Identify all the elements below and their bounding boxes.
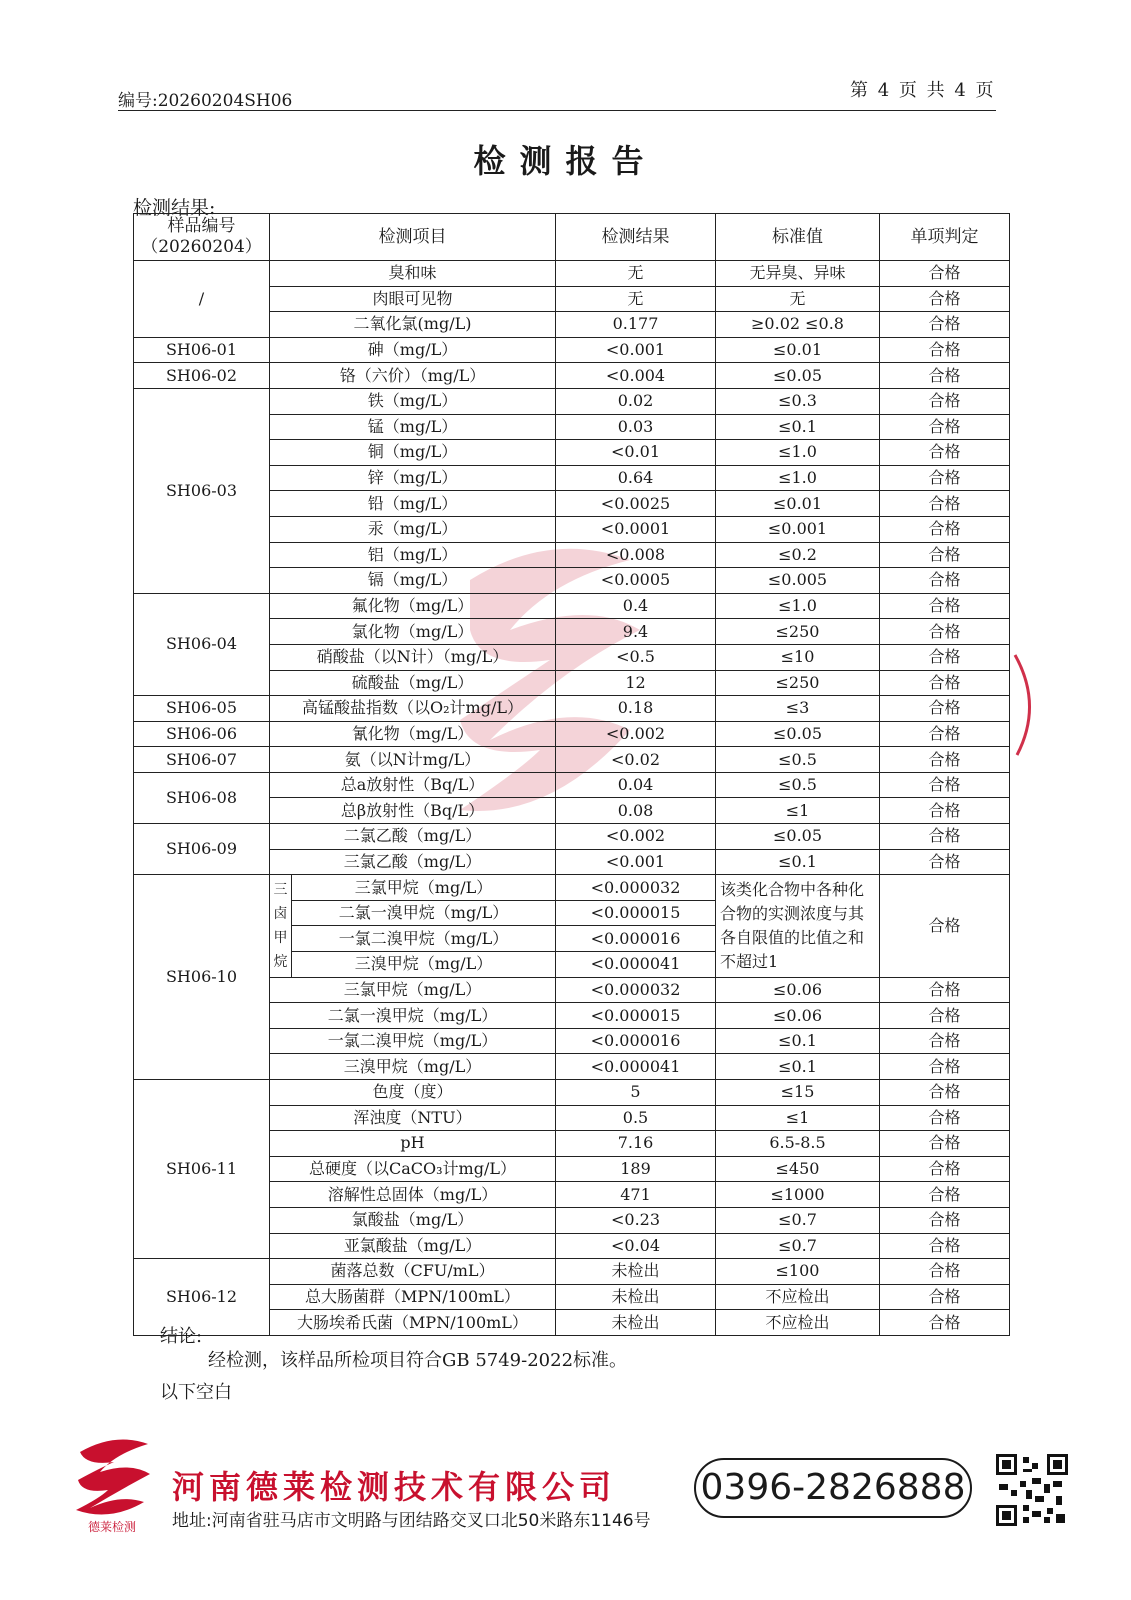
group-label-cell: 三 卤 甲 烷 bbox=[270, 875, 292, 977]
sample-id-cell: SH06-07 bbox=[134, 747, 270, 773]
item-cell: 浑浊度（NTU） bbox=[270, 1105, 556, 1131]
judgement-cell: 合格 bbox=[880, 1284, 1010, 1310]
table-row bbox=[134, 261, 1010, 287]
sample-id-cell: SH06-02 bbox=[134, 363, 270, 389]
result-cell: <0.000016 bbox=[556, 926, 716, 952]
result-cell: <0.008 bbox=[556, 542, 716, 568]
header-result: 检测结果 bbox=[556, 214, 716, 261]
result-cell: 0.64 bbox=[556, 465, 716, 491]
standard-cell: ≤1.0 bbox=[716, 465, 880, 491]
item-cell: 汞（mg/L） bbox=[270, 516, 556, 542]
table-row bbox=[134, 337, 1010, 363]
result-cell: 471 bbox=[556, 1182, 716, 1208]
standard-cell: ≤0.01 bbox=[716, 491, 880, 517]
result-cell: 9.4 bbox=[556, 619, 716, 645]
result-cell: <0.23 bbox=[556, 1207, 716, 1233]
item-cell: 镉（mg/L） bbox=[270, 568, 556, 594]
judgement-cell: 合格 bbox=[880, 465, 1010, 491]
item-cell: 总硬度（以CaCO₃计mg/L） bbox=[270, 1156, 556, 1182]
result-cell: 5 bbox=[556, 1080, 716, 1106]
standard-cell: ≤0.005 bbox=[716, 568, 880, 594]
result-cell: <0.002 bbox=[556, 721, 716, 747]
item-cell: 菌落总数（CFU/mL） bbox=[270, 1259, 556, 1285]
item-cell: 三氯乙酸（mg/L） bbox=[270, 849, 556, 875]
item-cell: 二氧化氯(mg/L) bbox=[270, 312, 556, 338]
result-cell: 0.03 bbox=[556, 414, 716, 440]
judgement-cell: 合格 bbox=[880, 1182, 1010, 1208]
result-cell: 12 bbox=[556, 670, 716, 696]
table-row bbox=[134, 721, 1010, 747]
item-cell: 二氯一溴甲烷（mg/L） bbox=[270, 1003, 556, 1029]
judgement-cell: 合格 bbox=[880, 977, 1010, 1003]
item-cell: 三溴甲烷（mg/L） bbox=[292, 952, 556, 978]
page-info: 第 4 页 共 4 页 bbox=[850, 80, 996, 101]
company-name: 河南德莱检测技术有限公司 bbox=[172, 1468, 617, 1506]
standard-cell: ≤3 bbox=[716, 696, 880, 722]
judgement-cell: 合格 bbox=[880, 696, 1010, 722]
standard-cell: ≤1000 bbox=[716, 1182, 880, 1208]
result-cell: <0.001 bbox=[556, 849, 716, 875]
results-label: 检测结果: bbox=[133, 197, 216, 219]
table-row bbox=[134, 1259, 1010, 1285]
result-cell: 0.02 bbox=[556, 388, 716, 414]
standard-cell: ≤450 bbox=[716, 1156, 880, 1182]
standard-cell: ≤0.06 bbox=[716, 1003, 880, 1029]
sample-id-cell: SH06-11 bbox=[134, 1080, 270, 1259]
header-divider bbox=[118, 110, 996, 111]
standard-cell: ≤0.05 bbox=[716, 721, 880, 747]
judgement-cell: 合格 bbox=[880, 388, 1010, 414]
result-cell: 无 bbox=[556, 261, 716, 287]
standard-cell: ≤0.5 bbox=[716, 772, 880, 798]
standard-cell: ≤0.1 bbox=[716, 1028, 880, 1054]
result-cell: <0.01 bbox=[556, 440, 716, 466]
stamp-edge-icon bbox=[1005, 650, 1045, 760]
result-cell: <0.0001 bbox=[556, 516, 716, 542]
judgement-cell: 合格 bbox=[880, 414, 1010, 440]
table-row bbox=[134, 363, 1010, 389]
judgement-cell: 合格 bbox=[880, 824, 1010, 850]
qr-code-icon bbox=[996, 1454, 1068, 1526]
standard-cell: ≤250 bbox=[716, 619, 880, 645]
standard-cell: ≤0.01 bbox=[716, 337, 880, 363]
header-judgement: 单项判定 bbox=[880, 214, 1010, 261]
company-address: 地址:河南省驻马店市文明路与团结路交叉口北50米路东1146号 bbox=[172, 1511, 651, 1531]
table-row bbox=[134, 772, 1010, 798]
item-cell: 三氯甲烷（mg/L） bbox=[270, 977, 556, 1003]
item-cell: 铁（mg/L） bbox=[270, 388, 556, 414]
item-cell: 一氯二溴甲烷（mg/L） bbox=[270, 1028, 556, 1054]
item-cell: 大肠埃希氏菌（MPN/100mL） bbox=[270, 1310, 556, 1336]
result-cell: <0.004 bbox=[556, 363, 716, 389]
judgement-cell: 合格 bbox=[880, 670, 1010, 696]
standard-cell: ≤0.2 bbox=[716, 542, 880, 568]
judgement-cell: 合格 bbox=[880, 1003, 1010, 1029]
judgement-cell: 合格 bbox=[880, 1105, 1010, 1131]
sample-id-cell: SH06-06 bbox=[134, 721, 270, 747]
standard-cell: ≤1 bbox=[716, 1105, 880, 1131]
logo-caption: 德莱检测 bbox=[87, 1520, 136, 1534]
judgement-cell: 合格 bbox=[880, 772, 1010, 798]
standard-cell: ≥0.02 ≤0.8 bbox=[716, 312, 880, 338]
item-cell: 氯酸盐（mg/L） bbox=[270, 1207, 556, 1233]
judgement-cell: 合格 bbox=[880, 440, 1010, 466]
item-cell: 总大肠菌群（MPN/100mL） bbox=[270, 1284, 556, 1310]
result-cell: <0.002 bbox=[556, 824, 716, 850]
item-cell: pH bbox=[270, 1131, 556, 1157]
result-cell: 0.177 bbox=[556, 312, 716, 338]
result-cell: <0.000032 bbox=[556, 875, 716, 901]
result-cell: 0.04 bbox=[556, 772, 716, 798]
item-cell: 二氯一溴甲烷（mg/L） bbox=[292, 900, 556, 926]
standard-cell: ≤0.1 bbox=[716, 1054, 880, 1080]
judgement-cell: 合格 bbox=[880, 568, 1010, 594]
item-cell: 砷（mg/L） bbox=[270, 337, 556, 363]
judgement-cell: 合格 bbox=[880, 337, 1010, 363]
standard-cell: 无 bbox=[716, 286, 880, 312]
standard-cell: 不应检出 bbox=[716, 1284, 880, 1310]
standard-cell: ≤10 bbox=[716, 644, 880, 670]
judgement-cell: 合格 bbox=[880, 312, 1010, 338]
item-cell: 氨（以N计mg/L） bbox=[270, 747, 556, 773]
standard-cell: ≤1.0 bbox=[716, 440, 880, 466]
standard-cell: 6.5-8.5 bbox=[716, 1131, 880, 1157]
result-cell: <0.000041 bbox=[556, 952, 716, 978]
result-cell: <0.0005 bbox=[556, 568, 716, 594]
judgement-cell: 合格 bbox=[880, 1054, 1010, 1080]
header-standard: 标准值 bbox=[716, 214, 880, 261]
standard-cell: ≤0.1 bbox=[716, 414, 880, 440]
sample-id-cell: SH06-01 bbox=[134, 337, 270, 363]
table-row bbox=[134, 388, 1010, 414]
result-cell: 0.08 bbox=[556, 798, 716, 824]
result-cell: <0.000016 bbox=[556, 1028, 716, 1054]
judgement-cell: 合格 bbox=[880, 849, 1010, 875]
judgement-cell: 合格 bbox=[880, 261, 1010, 287]
judgement-cell: 合格 bbox=[880, 644, 1010, 670]
table-row bbox=[134, 747, 1010, 773]
standard-cell: ≤0.1 bbox=[716, 849, 880, 875]
sample-id-cell: SH06-12 bbox=[134, 1259, 270, 1336]
item-cell: 亚氯酸盐（mg/L） bbox=[270, 1233, 556, 1259]
conclusion-label: 结论: bbox=[160, 1326, 203, 1347]
item-cell: 铬（六价）（mg/L） bbox=[270, 363, 556, 389]
judgement-cell: 合格 bbox=[880, 1233, 1010, 1259]
result-cell: 0.18 bbox=[556, 696, 716, 722]
result-cell: 未检出 bbox=[556, 1259, 716, 1285]
header-item: 检测项目 bbox=[270, 214, 556, 261]
item-cell: 肉眼可见物 bbox=[270, 286, 556, 312]
standard-cell: ≤100 bbox=[716, 1259, 880, 1285]
item-cell: 三溴甲烷（mg/L） bbox=[270, 1054, 556, 1080]
table-header-row bbox=[134, 214, 1010, 261]
judgement-cell: 合格 bbox=[880, 542, 1010, 568]
result-cell: <0.000015 bbox=[556, 1003, 716, 1029]
result-cell: <0.001 bbox=[556, 337, 716, 363]
item-cell: 氯化物（mg/L） bbox=[270, 619, 556, 645]
sample-id-cell: SH06-09 bbox=[134, 824, 270, 875]
judgement-cell: 合格 bbox=[880, 1080, 1010, 1106]
standard-cell: 无异臭、异味 bbox=[716, 261, 880, 287]
judgement-cell: 合格 bbox=[880, 1310, 1010, 1336]
judgement-cell: 合格 bbox=[880, 798, 1010, 824]
item-cell: 高锰酸盐指数（以O₂计mg/L） bbox=[270, 696, 556, 722]
judgement-cell: 合格 bbox=[880, 1028, 1010, 1054]
judgement-cell: 合格 bbox=[880, 593, 1010, 619]
standard-cell: ≤0.001 bbox=[716, 516, 880, 542]
standard-cell: ≤0.05 bbox=[716, 824, 880, 850]
judgement-cell: 合格 bbox=[880, 516, 1010, 542]
result-cell: 无 bbox=[556, 286, 716, 312]
result-cell: 未检出 bbox=[556, 1310, 716, 1336]
result-cell: 0.5 bbox=[556, 1105, 716, 1131]
judgement-cell: 合格 bbox=[880, 363, 1010, 389]
sample-id-cell: SH06-03 bbox=[134, 388, 270, 593]
company-logo-icon bbox=[70, 1432, 154, 1516]
company-phone: 0396-2826888 bbox=[694, 1458, 972, 1518]
standard-cell: ≤0.3 bbox=[716, 388, 880, 414]
judgement-cell: 合格 bbox=[880, 1131, 1010, 1157]
header-sample: 样品编号 （20260204） bbox=[134, 214, 270, 261]
table-row bbox=[134, 875, 1010, 901]
item-cell: 总a放射性（Bq/L） bbox=[270, 772, 556, 798]
table-row bbox=[134, 696, 1010, 722]
result-cell: <0.0025 bbox=[556, 491, 716, 517]
judgement-cell: 合格 bbox=[880, 1259, 1010, 1285]
item-cell: 三氯甲烷（mg/L） bbox=[292, 875, 556, 901]
standard-cell: ≤0.7 bbox=[716, 1233, 880, 1259]
standard-cell: ≤0.7 bbox=[716, 1207, 880, 1233]
standard-cell: ≤0.5 bbox=[716, 747, 880, 773]
report-title: 检测报告 bbox=[473, 142, 658, 180]
item-cell: 铜（mg/L） bbox=[270, 440, 556, 466]
sample-id-cell: SH06-10 bbox=[134, 875, 270, 1080]
judgement-cell: 合格 bbox=[880, 747, 1010, 773]
judgement-cell: 合格 bbox=[880, 491, 1010, 517]
item-cell: 臭和味 bbox=[270, 261, 556, 287]
standard-note-cell: 该类化合物中各种化合物的实测浓度与其各自限值的比值之和不超过1 bbox=[716, 875, 880, 977]
item-cell: 锌（mg/L） bbox=[270, 465, 556, 491]
sample-id-cell: / bbox=[134, 261, 270, 338]
standard-cell: ≤1 bbox=[716, 798, 880, 824]
item-cell: 总β放射性（Bq/L） bbox=[270, 798, 556, 824]
result-cell: 未检出 bbox=[556, 1284, 716, 1310]
conclusion-text: 经检测，该样品所检项目符合GB 5749-2022标准。 bbox=[208, 1350, 628, 1371]
result-cell: <0.5 bbox=[556, 644, 716, 670]
table-row bbox=[134, 824, 1010, 850]
standard-cell: ≤0.05 bbox=[716, 363, 880, 389]
report-number: 编号:20260204SH06 bbox=[118, 91, 293, 111]
result-cell: 7.16 bbox=[556, 1131, 716, 1157]
sample-id-cell: SH06-05 bbox=[134, 696, 270, 722]
item-cell: 色度（度） bbox=[270, 1080, 556, 1106]
item-cell: 铅（mg/L） bbox=[270, 491, 556, 517]
standard-cell: ≤1.0 bbox=[716, 593, 880, 619]
sample-id-cell: SH06-04 bbox=[134, 593, 270, 695]
result-cell: <0.02 bbox=[556, 747, 716, 773]
judgement-cell: 合格 bbox=[880, 875, 1010, 977]
item-cell: 氟化物（mg/L） bbox=[270, 593, 556, 619]
standard-cell: ≤250 bbox=[716, 670, 880, 696]
item-cell: 二氯乙酸（mg/L） bbox=[270, 824, 556, 850]
item-cell: 铝（mg/L） bbox=[270, 542, 556, 568]
item-cell: 硝酸盐（以N计）（mg/L） bbox=[270, 644, 556, 670]
judgement-cell: 合格 bbox=[880, 1156, 1010, 1182]
result-cell: <0.000041 bbox=[556, 1054, 716, 1080]
standard-cell: ≤15 bbox=[716, 1080, 880, 1106]
sample-id-cell: SH06-08 bbox=[134, 772, 270, 823]
judgement-cell: 合格 bbox=[880, 619, 1010, 645]
blank-note: 以下空白 bbox=[160, 1382, 232, 1403]
judgement-cell: 合格 bbox=[880, 1207, 1010, 1233]
item-cell: 氰化物（mg/L） bbox=[270, 721, 556, 747]
judgement-cell: 合格 bbox=[880, 721, 1010, 747]
standard-cell: 不应检出 bbox=[716, 1310, 880, 1336]
item-cell: 锰（mg/L） bbox=[270, 414, 556, 440]
result-cell: <0.04 bbox=[556, 1233, 716, 1259]
item-cell: 硫酸盐（mg/L） bbox=[270, 670, 556, 696]
result-cell: <0.000032 bbox=[556, 977, 716, 1003]
table-row bbox=[134, 1080, 1010, 1106]
item-cell: 溶解性总固体（mg/L） bbox=[270, 1182, 556, 1208]
table-row bbox=[134, 593, 1010, 619]
judgement-cell: 合格 bbox=[880, 286, 1010, 312]
result-cell: 189 bbox=[556, 1156, 716, 1182]
result-cell: <0.000015 bbox=[556, 900, 716, 926]
result-cell: 0.4 bbox=[556, 593, 716, 619]
standard-cell: ≤0.06 bbox=[716, 977, 880, 1003]
results-table bbox=[133, 213, 1010, 1336]
item-cell: 一氯二溴甲烷（mg/L） bbox=[292, 926, 556, 952]
